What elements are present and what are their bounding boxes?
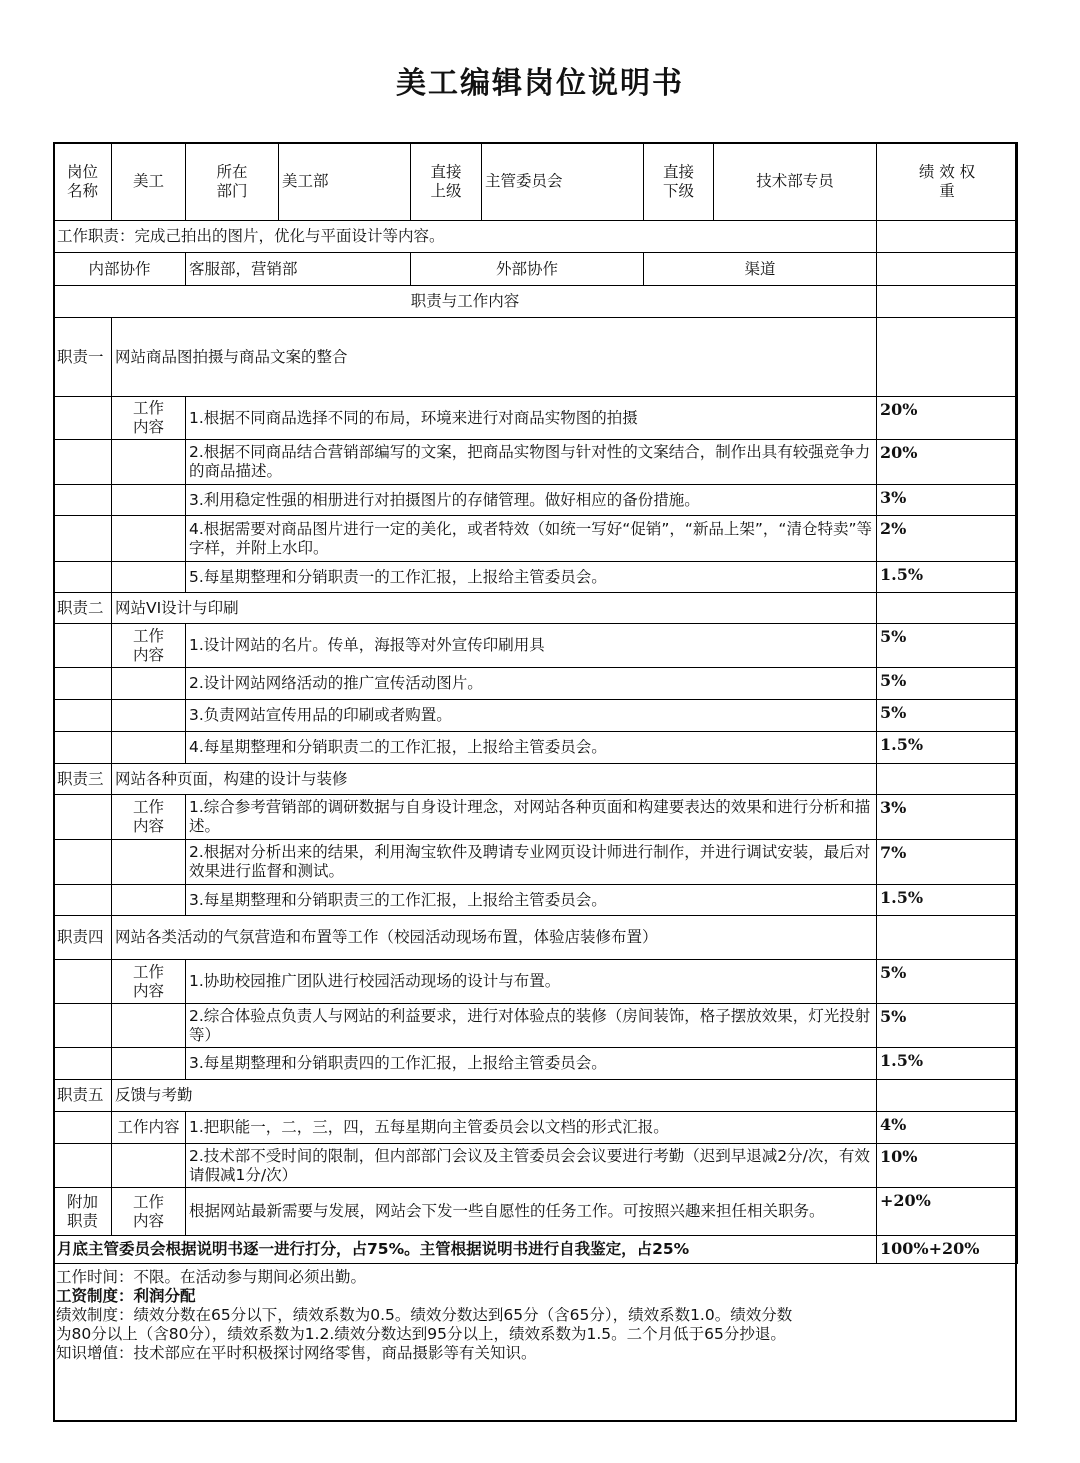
task-weight (876, 515, 1018, 562)
task-weight (876, 623, 1018, 668)
duty-spacer (53, 1111, 112, 1144)
total-row-text (53, 1235, 877, 1264)
task-weight (876, 959, 1018, 1004)
task-text (185, 1143, 877, 1188)
work-content-label (111, 439, 186, 485)
task-weight (876, 1047, 1018, 1080)
weight-blank (876, 317, 1018, 397)
work-content-label (111, 884, 186, 916)
dept-value-text: 美工部 (282, 172, 329, 190)
weight-blank (876, 592, 1018, 624)
duty-spacer (53, 794, 112, 840)
duty-label-text: 职责五 (57, 1086, 104, 1104)
duty-spacer (53, 959, 112, 1004)
task-weight-text: 5% (880, 627, 907, 646)
subordinate-label-text: 直接 下级 (662, 162, 694, 200)
task-weight (876, 561, 1018, 593)
post-name-value-text: 美工 (132, 172, 164, 190)
task-text-text: 3.负责网站宣传用品的印刷或者购置。 (189, 706, 452, 724)
task-text (185, 623, 877, 668)
task-text-text: 2.技术部不受时间的限制，但内部部门会议及主管委员会会议要进行考勤（迟到早退减2分/次，有效请假减1分/次） (189, 1146, 870, 1184)
duty-name-text: 网站商品图拍摄与商品文案的整合 (115, 347, 348, 366)
duty-spacer (53, 1143, 112, 1188)
task-text-text: 1.协助校园推广团队进行校园活动现场的设计与布置。 (189, 972, 561, 990)
external-collab-label (410, 252, 644, 286)
work-content-label (111, 794, 186, 840)
duty-summary (53, 220, 877, 253)
task-text (185, 439, 877, 485)
duty-label (53, 1079, 112, 1112)
task-weight-text: 5% (880, 963, 907, 982)
duty-name-text: 网站各类活动的气氛营造和布置等工作（校园活动现场布置，体验店装修布置） (115, 928, 658, 946)
duty-summary-text: 工作职责：完成己拍出的图片，优化与平面设计等内容。 (57, 227, 445, 245)
duty-label-text: 职责一 (57, 347, 104, 366)
duty-spacer (53, 667, 112, 700)
duty-name (111, 592, 877, 624)
work-content-label (111, 515, 186, 562)
duty-label (53, 317, 112, 397)
task-weight (876, 396, 1018, 440)
work-content-label-text: 工作 内容 (132, 626, 164, 664)
task-weight-text: 3% (880, 488, 907, 507)
task-text (185, 515, 877, 562)
extra-duty-label-text: 附加 职责 (66, 1192, 98, 1230)
duty-name-text: 网站各种页面，构建的设计与装修 (115, 769, 348, 788)
task-text (185, 396, 877, 440)
task-text (185, 561, 877, 593)
task-weight (876, 699, 1018, 732)
subordinate-value-text: 技术部专员 (756, 172, 834, 190)
duty-spacer (53, 515, 112, 562)
task-text (185, 959, 877, 1004)
notes-block (56, 1268, 1011, 1363)
work-content-label-text: 工作 内容 (132, 798, 164, 835)
total-weight-text: 100%+20% (880, 1239, 980, 1258)
task-weight (876, 667, 1018, 700)
work-content-label-text: 工作 内容 (132, 962, 164, 1000)
work-content-label (111, 731, 186, 764)
post-name-label-text: 岗位 名称 (66, 162, 98, 200)
superior-value-text: 主管委员会 (485, 172, 563, 190)
post-name-value (111, 142, 186, 221)
task-weight-text: 5% (880, 1007, 907, 1026)
weight-blank (876, 285, 1018, 318)
task-weight (876, 794, 1018, 840)
work-content-label-text: 工作内容 (117, 1118, 180, 1136)
task-text (185, 667, 877, 700)
work-content-label (111, 484, 186, 516)
section-heading (53, 285, 877, 318)
work-content-label (111, 1143, 186, 1188)
work-content-label-text: 工作 内容 (132, 399, 164, 436)
superior-value (481, 142, 644, 221)
post-name-label (53, 142, 112, 221)
weight-blank (876, 1079, 1018, 1112)
superior-label-text: 直接 上级 (430, 162, 462, 200)
dept-label (185, 142, 279, 221)
total-weight (876, 1235, 1018, 1264)
duty-label (53, 763, 112, 795)
task-weight-text: 20% (880, 400, 918, 419)
task-weight (876, 1111, 1018, 1144)
duty-spacer (53, 1003, 112, 1048)
task-weight-text: 5% (880, 703, 907, 722)
extra-duty-text (185, 1187, 877, 1236)
work-content-label (111, 839, 186, 885)
duty-label-text: 职责三 (57, 769, 104, 788)
task-text-text: 1.综合参考营销部的调研数据与自身设计理念，对网站各种页面和构建要表达的效果和进行分析和描述。 (189, 798, 871, 835)
task-text (185, 1047, 877, 1080)
work-content-label (111, 1111, 186, 1144)
task-weight-text: 1.5% (880, 565, 924, 584)
task-weight (876, 884, 1018, 916)
task-weight-text: 1.5% (880, 735, 924, 754)
extra-duty-text-text: 根据网站最新需要与发展，网站会下发一些自愿性的任务工作。可按照兴趣来担任相关职务。 (189, 1202, 825, 1220)
task-weight (876, 484, 1018, 516)
duty-name-text: 网站VI设计与印刷 (115, 598, 239, 617)
work-content-label (111, 623, 186, 668)
task-weight (876, 439, 1018, 485)
task-text-text: 5.每星期整理和分销职责一的工作汇报，上报给主管委员会。 (189, 567, 607, 586)
duty-label (53, 592, 112, 624)
performance-note-line2: 为80分以上（含80分），绩效系数为1.2.绩效分数达到95分以上，绩效系数为1.5。二个月低于65分抄退。 (56, 1325, 786, 1343)
task-weight-text: 1.5% (880, 1051, 924, 1070)
task-text-text: 3.利用稳定性强的相册进行对拍摄图片的存储管理。做好相应的备份措施。 (189, 490, 700, 509)
work-content-label (111, 959, 186, 1004)
duty-name (111, 763, 877, 795)
extra-duty-weight (876, 1187, 1018, 1236)
weight-blank (876, 763, 1018, 795)
task-text (185, 884, 877, 916)
dept-label-text: 所在 部门 (216, 162, 248, 200)
duty-spacer (53, 484, 112, 516)
work-content-label (111, 561, 186, 593)
task-text-text: 2.设计网站网络活动的推广宣传活动图片。 (189, 674, 483, 692)
task-weight-text: 3% (880, 798, 907, 817)
task-text-text: 1.根据不同商品选择不同的布局，环境来进行对商品实物图的拍摄 (189, 408, 638, 427)
task-text (185, 731, 877, 764)
work-content-label (111, 1047, 186, 1080)
duty-spacer (53, 731, 112, 764)
weight-blank (876, 252, 1018, 286)
task-text (185, 484, 877, 516)
task-text (185, 1003, 877, 1048)
task-text-text: 1.设计网站的名片。传单，海报等对外宣传印刷用具 (189, 636, 545, 654)
task-weight-text: 4% (880, 1115, 907, 1134)
task-weight (876, 731, 1018, 764)
duty-name (111, 1079, 877, 1112)
duty-name (111, 317, 877, 397)
section-heading-text: 职责与工作内容 (410, 292, 520, 310)
task-text-text: 3.每星期整理和分销职责三的工作汇报，上报给主管委员会。 (189, 890, 607, 909)
duty-spacer (53, 839, 112, 885)
task-text-text: 2.综合体验点负责人与网站的利益要求，进行对体验点的装修（房间装饰，格子摆放效果，灯光投射等） (189, 1006, 871, 1044)
task-weight-text: 5% (880, 671, 907, 690)
internal-collab-value (185, 252, 411, 286)
work-content-label (111, 699, 186, 732)
subordinate-label (643, 142, 714, 221)
internal-collab-label-text: 内部协作 (88, 259, 151, 278)
weight-blank (876, 220, 1018, 253)
extra-duty-weight-text: +20% (880, 1191, 931, 1210)
task-weight-text: 20% (880, 443, 918, 462)
duty-label-text: 职责二 (57, 598, 104, 617)
weight-header-text: 绩 效 权 重 (918, 162, 976, 200)
duty-name-text: 反馈与考勤 (115, 1086, 193, 1104)
channel-value-text: 渠道 (744, 259, 776, 278)
task-weight-text: 10% (880, 1147, 918, 1166)
extra-duty-label (53, 1187, 112, 1236)
channel-value (643, 252, 877, 286)
task-text-text: 2.根据不同商品结合营销部编写的文案，把商品实物图与针对性的文案结合，制作出具有较强竞争力的商品描述。 (189, 443, 871, 480)
task-text (185, 839, 877, 885)
task-weight-text: 2% (880, 519, 907, 538)
task-text-text: 3.每星期整理和分销职责四的工作汇报，上报给主管委员会。 (189, 1054, 607, 1072)
duty-name (111, 915, 877, 960)
task-weight (876, 839, 1018, 885)
work-content-label (111, 1003, 186, 1048)
duty-label (53, 915, 112, 960)
task-text-text: 2.根据对分析出来的结果，利用淘宝软件及聘请专业网页设计师进行制作，并进行调试安装，最后对效果进行监督和测试。 (189, 843, 871, 880)
work-content-label (111, 1187, 186, 1236)
superior-label (410, 142, 482, 221)
work-content-label (111, 396, 186, 440)
subordinate-value (713, 142, 877, 221)
task-weight (876, 1143, 1018, 1188)
task-weight-text: 1.5% (880, 888, 924, 907)
task-text-text: 4.每星期整理和分销职责二的工作汇报，上报给主管委员会。 (189, 738, 607, 756)
performance-note-line1: 绩效制度：绩效分数在65分以下，绩效系数为0.5。绩效分数达到65分（含65分），绩效系数1.0。绩效分数 (56, 1306, 793, 1324)
salary-note: 工资制度：利润分配 (56, 1287, 196, 1305)
page-title: 美工编辑岗位说明书 (396, 66, 684, 101)
duty-spacer (53, 396, 112, 440)
work-content-label (111, 667, 186, 700)
duty-spacer (53, 1047, 112, 1080)
total-row-text-text: 月底主管委员会根据说明书逐一进行打分，占75%。主管根据说明书进行自我鉴定，占25% (57, 1240, 690, 1258)
duty-spacer (53, 623, 112, 668)
task-text-text: 4.根据需要对商品图片进行一定的美化，或者特效（如统一写好“促销”，“新品上架”，“清仓特卖”等字样，并附上水印。 (189, 519, 872, 557)
external-collab-label-text: 外部协作 (495, 259, 558, 278)
duty-spacer (53, 884, 112, 916)
task-text (185, 794, 877, 840)
internal-collab-label (53, 252, 186, 286)
duty-spacer (53, 439, 112, 485)
internal-collab-value-text: 客服部，营销部 (189, 259, 298, 278)
weight-blank (876, 915, 1018, 960)
task-weight (876, 1003, 1018, 1048)
duty-label-text: 职责四 (57, 928, 104, 946)
task-text (185, 699, 877, 732)
task-weight-text: 7% (880, 843, 907, 862)
dept-value (278, 142, 411, 221)
weight-header (876, 142, 1018, 221)
task-text (185, 1111, 877, 1144)
duty-spacer (53, 699, 112, 732)
duty-spacer (53, 561, 112, 593)
task-text-text: 1.把职能一，二，三，四，五每星期向主管委员会以文档的形式汇报。 (189, 1118, 669, 1136)
work-content-label-text: 工作 内容 (132, 1192, 164, 1230)
work-time-note: 工作时间：不限。在活动参与期间必须出勤。 (56, 1268, 367, 1286)
knowledge-note: 知识增值：技术部应在平时积极探讨网络零售，商品摄影等有关知识。 (56, 1344, 537, 1362)
